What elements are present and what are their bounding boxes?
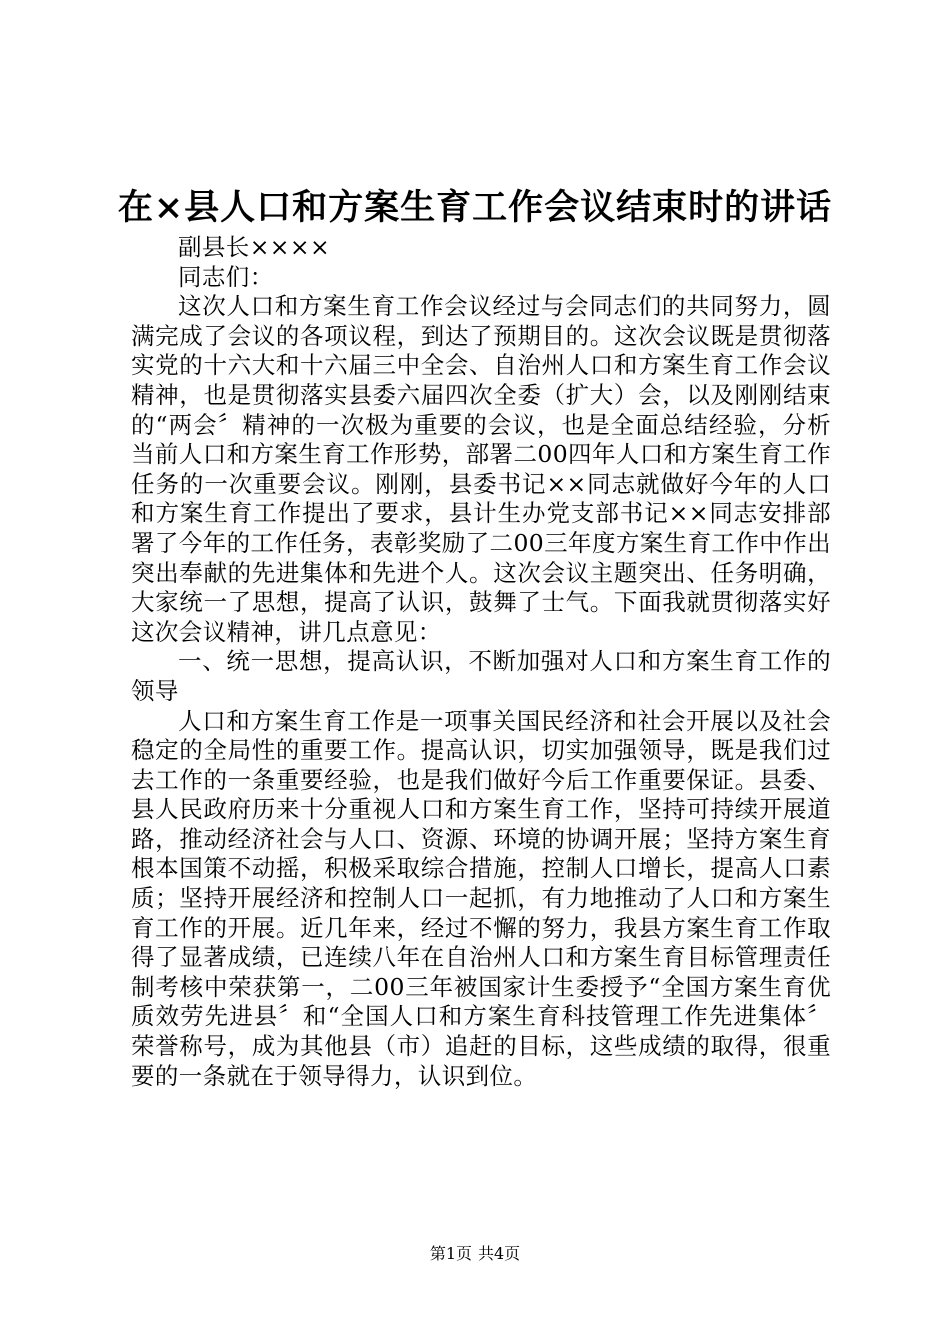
paragraph: 这次人口和方案生育工作会议经过与会同志们的共同努力，圆满完成了会议的各项议程，到达了预期目的。这次会议既是贯彻落实党的十六大和十六届三中全会、自治州人口和方案生育工作会议精神，也是贯彻落实县委六届四次全委（扩大）会，以及刚刚结束的“两会〞精神的一次极为重要的会议，也是全面总结经验，分析当前人口和方案生育工作形势，部署二00四年人口和方案生育工作任务的一次重要会议。刚刚，县委书记××同志就做好今年的人口和方案生育工作提出了要求，县计生办党支部书记××同志安排部署了今年的工作任务，表彰奖励了二00三年度方案生育工作中作出突出奉献的先进集体和先进个人。这次会议主题突出、任务明确，大家统一了思想，提高了认识，鼓舞了士气。下面我就贯彻落实好这次会议精神，讲几点意见： <box>131 292 831 646</box>
page-total: 共4页 <box>478 1244 521 1263</box>
salutation: 同志们： <box>178 262 274 291</box>
speaker-line: 副县长×××× <box>178 233 331 261</box>
page-footer <box>0 1243 950 1265</box>
page-number: 第1页 <box>429 1244 472 1263</box>
document-title: 在×县人口和方案生育工作会议结束时的讲话 <box>117 187 833 228</box>
section-heading: 一、统一思想，提高认识，不断加强对人口和方案生育工作的领导 <box>131 647 831 705</box>
paragraph: 人口和方案生育工作是一项事关国民经济和社会开展以及社会稳定的全局性的重要工作。提高认识，切实加强领导，既是我们过去工作的一条重要经验，也是我们做好今后工作重要保证。县委、县人民政府历来十分重视人口和方案生育工作，坚持可持续开展道路，推动经济社会与人口、资源、环境的协调开展；坚持方案生育根本国策不动摇，积极采取综合措施，控制人口增长，提高人口素质；坚持开展经济和控制人口一起抓，有力地推动了人口和方案生育工作的开展。近几年来，经过不懈的努力，我县方案生育工作取得了显著成绩，已连续八年在自治州人口和方案生育目标管理责任制考核中荣获第一，二00三年被国家计生委授予“全国方案生育优质效劳先进县〞和“全国人口和方案生育科技管理工作先进集体〞荣誉称号，成为其他县（市）追赶的目标，这些成绩的取得，很重要的一条就在于领导得力，认识到位。 <box>131 706 831 1090</box>
document-body <box>131 233 831 1091</box>
